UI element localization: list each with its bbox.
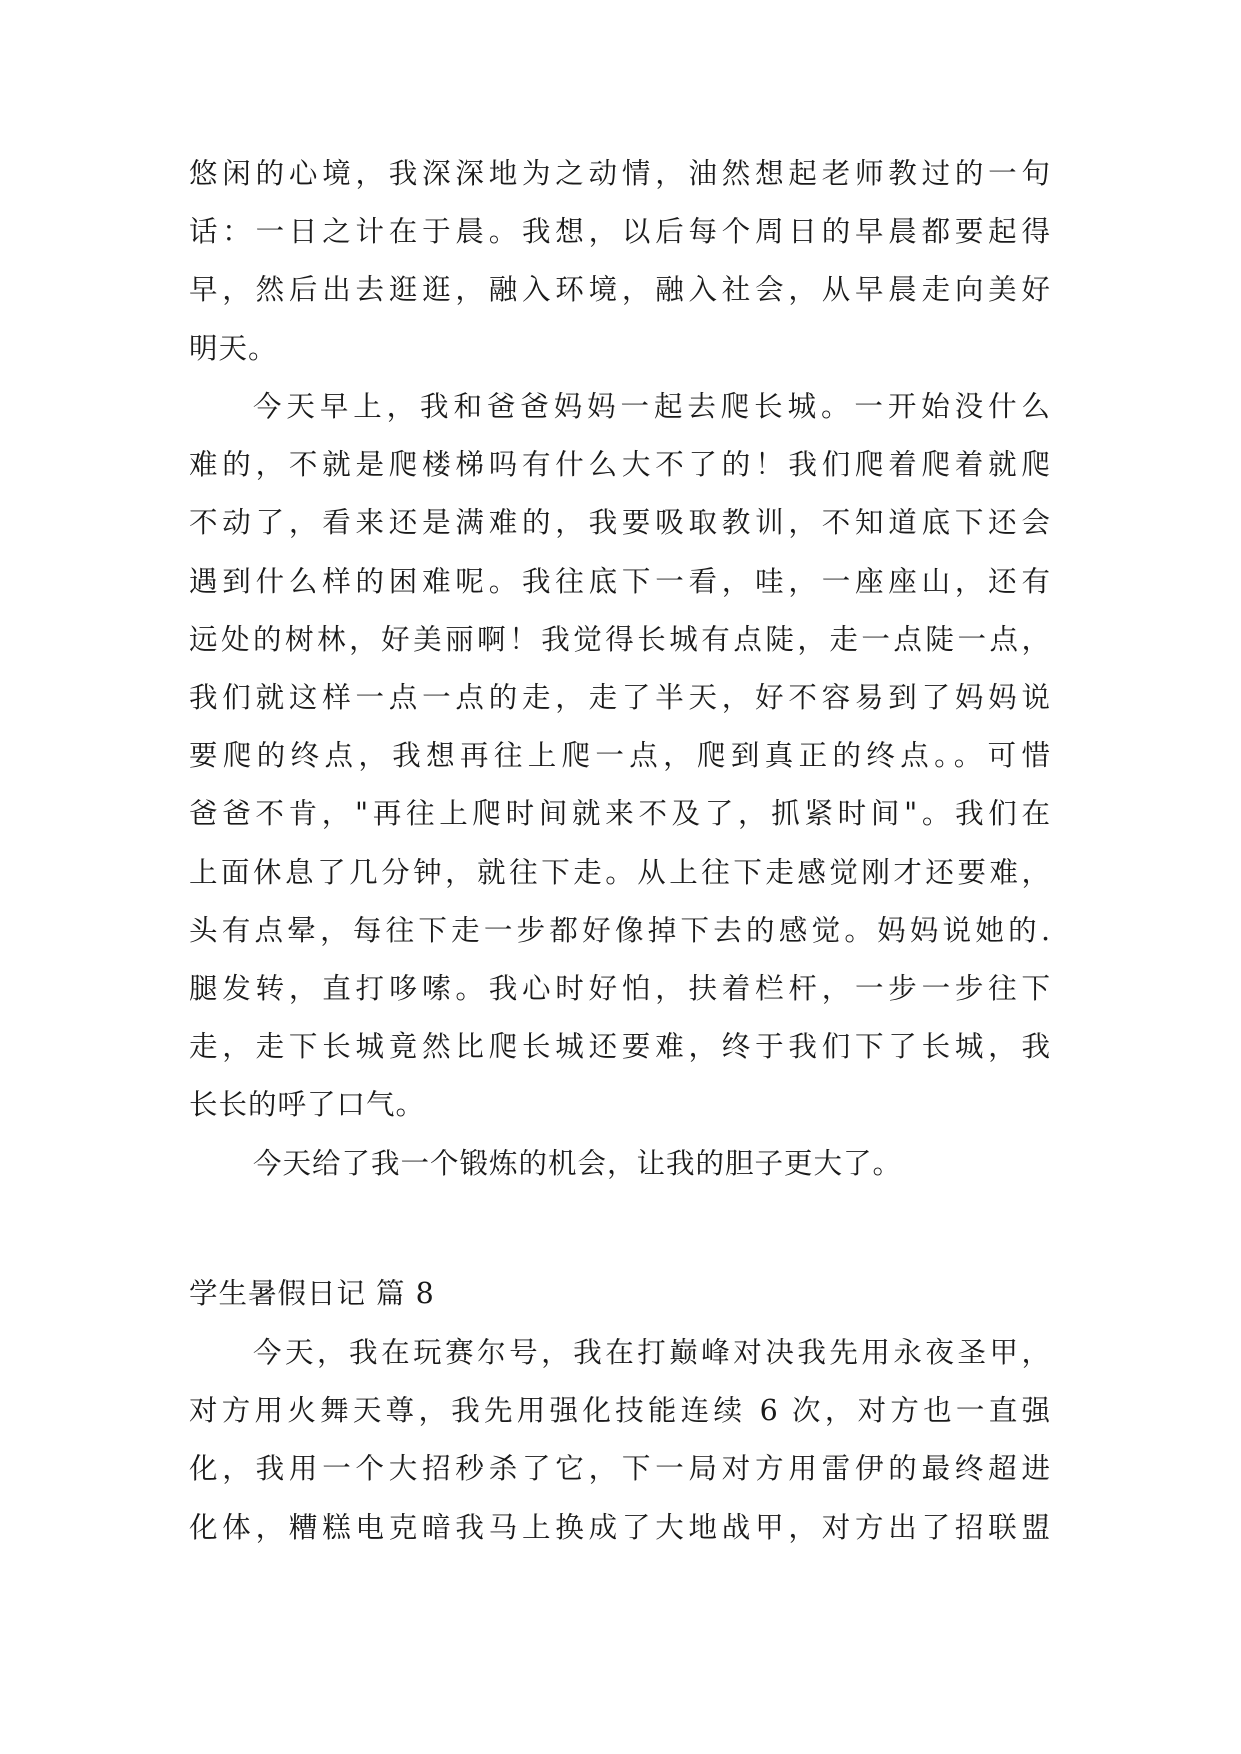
paragraph-line: 头有点晕，每往下走一步都好像掉下去的感觉。妈妈说她的. <box>189 913 1051 947</box>
paragraph-line: 话：一日之计在于晨。我想，以后每个周日的早晨都要起得 <box>189 215 1051 249</box>
section-heading: 学生暑假日记 篇 8 <box>189 1277 435 1310</box>
paragraph-line: 腿发转，直打哆嗦。我心时好怕，扶着栏杆，一步一步往下 <box>189 971 1051 1005</box>
paragraph-line: 爸爸不肯，"再往上爬时间就来不及了，抓紧时间"。我们在 <box>189 797 1051 831</box>
paragraph-line: 走，走下长城竟然比爬长城还要难，终于我们下了长城，我 <box>189 1030 1051 1064</box>
paragraph-line: 我们就这样一点一点的走，走了半天，好不容易到了妈妈说 <box>189 680 1051 714</box>
paragraph-4 <box>189 1324 1051 1557</box>
paragraph-line: 化体，糟糕电克暗我马上换成了大地战甲，对方出了招联盟 <box>189 1510 1051 1544</box>
paragraph-line: 今天，我在玩赛尔号，我在打巅峰对决我先用永夜圣甲， <box>253 1336 1051 1369</box>
paragraph-line: 长长的呼了口气。 <box>189 1088 426 1122</box>
paragraph-line: 今天给了我一个锻炼的机会，让我的胆子更大了。 <box>253 1147 903 1180</box>
paragraph-line: 不动了，看来还是满难的，我要吸取教训，不知道底下还会 <box>189 506 1051 540</box>
paragraph-line: 远处的树林，好美丽啊！我觉得长城有点陡，走一点陡一点， <box>189 622 1051 656</box>
paragraph-1 <box>189 145 1051 378</box>
paragraph-line: 今天早上，我和爸爸妈妈一起去爬长城。一开始没什么 <box>253 390 1051 423</box>
paragraph-line: 遇到什么样的困难呢。我往底下一看，哇，一座座山，还有 <box>189 564 1051 598</box>
paragraph-line: 明天。 <box>189 331 278 365</box>
paragraph-line: 对方用火舞天尊，我先用强化技能连续 6 次，对方也一直强 <box>189 1394 1051 1428</box>
paragraph-line: 上面休息了几分钟，就往下走。从上往下走感觉刚才还要难， <box>189 855 1051 889</box>
paragraph-2 <box>189 378 1051 1134</box>
paragraph-line: 难的，不就是爬楼梯吗有什么大不了的！我们爬着爬着就爬 <box>189 448 1051 482</box>
paragraph-line: 要爬的终点，我想再往上爬一点，爬到真正的终点。。可惜 <box>189 739 1051 773</box>
paragraph-line: 悠闲的心境，我深深地为之动情，油然想起老师教过的一句 <box>189 157 1051 190</box>
paragraph-3 <box>189 1135 1051 1193</box>
paragraph-line: 早，然后出去逛逛，融入环境，融入社会，从早晨走向美好 <box>189 273 1051 307</box>
paragraph-line: 化，我用一个大招秒杀了它，下一局对方用雷伊的最终超进 <box>189 1452 1051 1486</box>
